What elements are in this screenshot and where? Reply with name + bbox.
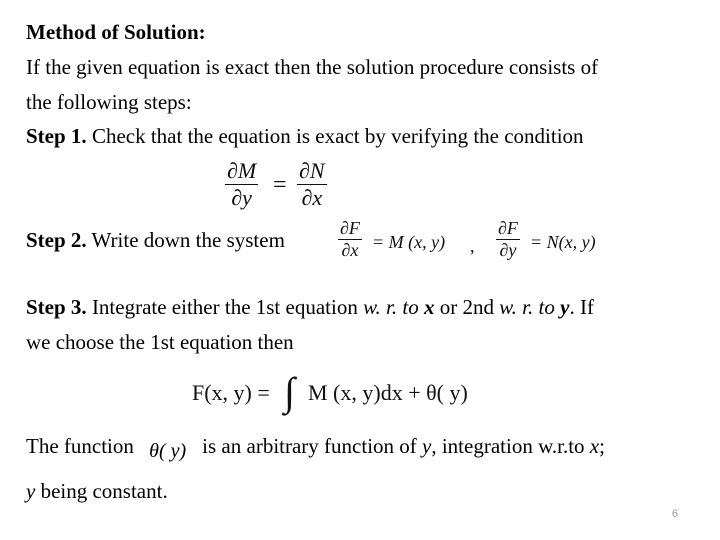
fraction-dM-dy bbox=[225, 158, 258, 211]
equation-1-rhs: = M (x, y) bbox=[372, 232, 446, 252]
last-line-text: being constant. bbox=[35, 479, 168, 503]
equals-sign: = bbox=[273, 172, 287, 198]
fraction-numerator: ∂M bbox=[227, 158, 257, 183]
solution-lhs: F(x, y) = bbox=[192, 380, 270, 405]
page-number: 6 bbox=[671, 508, 678, 520]
step-3-text-a: Integrate either the 1st equation bbox=[86, 295, 364, 319]
solution-equation bbox=[192, 369, 502, 418]
section-heading: Method of Solution: bbox=[26, 20, 206, 44]
exactness-condition-equation bbox=[225, 158, 345, 218]
integral-sign: ∫ bbox=[284, 369, 295, 414]
step-3-line-1 bbox=[26, 297, 594, 318]
fraction-dF-dx bbox=[338, 218, 362, 261]
step-2-line bbox=[26, 230, 285, 251]
solution-rhs: M (x, y)dx + θ( y) bbox=[308, 380, 468, 405]
equation-separator: , bbox=[470, 236, 475, 256]
equation-2-rhs: = N(x, y) bbox=[530, 232, 596, 252]
fraction-dF-dy bbox=[496, 218, 520, 261]
step-3-x: x bbox=[423, 295, 435, 319]
step-1-line bbox=[26, 126, 584, 147]
fraction-dN-dx bbox=[297, 158, 327, 211]
intro-line-1: If the given equation is exact then the solution procedure consists of bbox=[26, 55, 599, 79]
function-line-pre: The function bbox=[26, 434, 134, 458]
function-line-y: y bbox=[422, 434, 432, 458]
step-3-text-b: or 2nd bbox=[434, 295, 500, 319]
system-equations bbox=[338, 218, 618, 274]
step-3-wrt-1: w. r. to bbox=[363, 295, 419, 319]
step-3-text-c: . If bbox=[569, 295, 594, 319]
step-3-line-2: we choose the 1st equation then bbox=[26, 330, 294, 354]
function-line-x: x bbox=[589, 434, 600, 458]
fraction-numerator: ∂F bbox=[340, 218, 360, 238]
fraction-denominator: ∂x bbox=[341, 240, 359, 260]
function-line bbox=[26, 434, 605, 462]
step-2-label: Step 2. bbox=[26, 228, 87, 252]
fraction-denominator: ∂y bbox=[231, 185, 252, 210]
fraction-denominator: ∂y bbox=[499, 240, 517, 260]
step-3-y: y bbox=[560, 295, 570, 319]
theta-symbol: θ( y) bbox=[149, 440, 187, 462]
function-line-end: ; bbox=[599, 434, 605, 458]
last-line-y: y bbox=[26, 479, 36, 503]
step-2-text: Write down the system bbox=[86, 228, 285, 252]
last-line bbox=[26, 481, 168, 502]
intro-line-2: the following steps: bbox=[26, 90, 192, 114]
step-1-text: Check that the equation is exact by verifying the condition bbox=[86, 124, 584, 148]
fraction-numerator: ∂N bbox=[299, 158, 325, 183]
function-line-mid: is an arbitrary function of bbox=[202, 434, 423, 458]
function-line-mid2: , integration w.r.to bbox=[431, 434, 590, 458]
fraction-denominator: ∂x bbox=[301, 185, 323, 210]
fraction-numerator: ∂F bbox=[498, 218, 518, 238]
step-1-label: Step 1. bbox=[26, 124, 87, 148]
step-3-wrt-2: w. r. to bbox=[499, 295, 555, 319]
step-3-label: Step 3. bbox=[26, 295, 87, 319]
